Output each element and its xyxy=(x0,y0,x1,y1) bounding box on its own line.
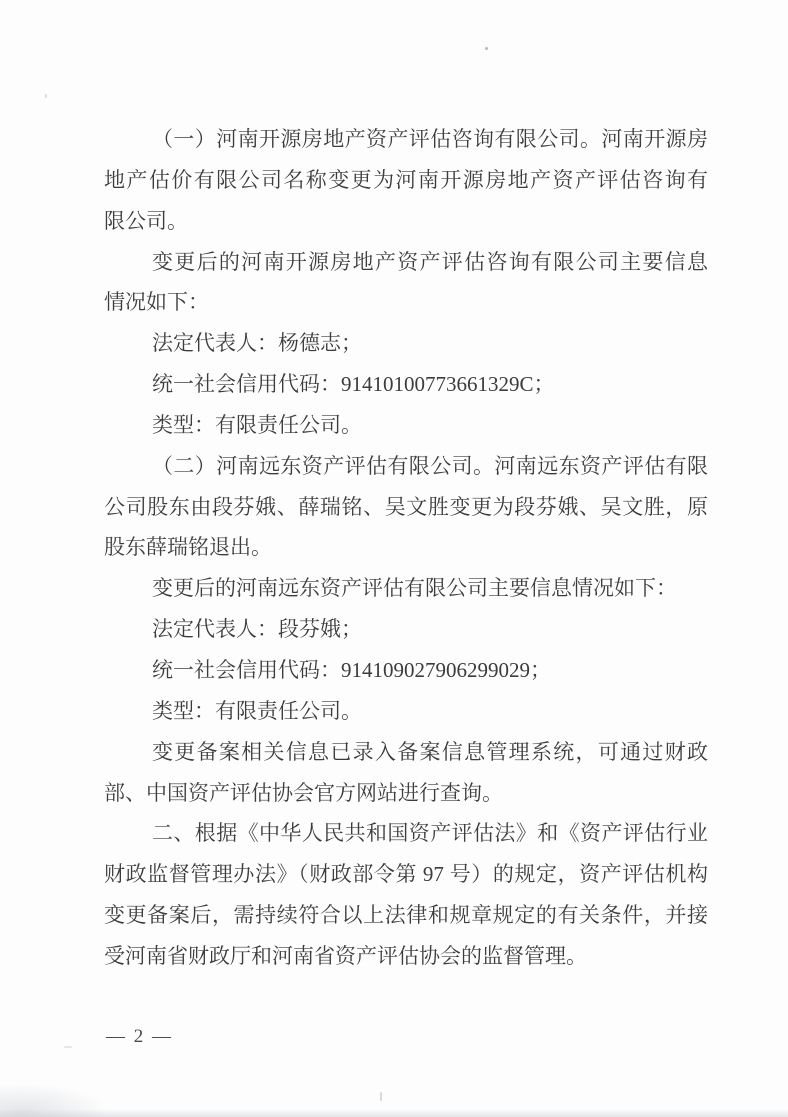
text-line: 变更备案相关信息已录入备案信息管理系统，可通过财政 xyxy=(152,739,708,764)
text-line: 财政监督管理办法》（财政部令第 97 号）的规定，资产评估机构 xyxy=(104,862,708,887)
scan-edge-shadow xyxy=(0,1109,788,1117)
text-line: 变更备案后，需持续符合以上法律和规章规定的有关条件，并接 xyxy=(104,903,708,928)
text-line: 统一社会信用代码：91410100773661329C； xyxy=(152,372,555,397)
scan-artifact xyxy=(64,1046,72,1048)
scan-artifact xyxy=(380,1092,382,1101)
text-line: 变更后的河南开源房地产资产评估咨询有限公司主要信息 xyxy=(152,249,708,274)
text-line: 部、中国资产评估协会官方网站进行查询。 xyxy=(104,780,503,805)
text-line: 情况如下： xyxy=(104,290,209,315)
page-number: — 2 — xyxy=(106,1026,173,1047)
text-line: 类型：有限责任公司。 xyxy=(152,412,362,437)
text-line: 受河南省财政厅和河南省资产评估协会的监督管理。 xyxy=(104,943,587,968)
text-line: （二）河南远东资产评估有限公司。河南远东资产评估有限 xyxy=(152,453,708,478)
text-line: 地产估价有限公司名称变更为河南开源房地产资产评估咨询有 xyxy=(104,167,708,192)
text-line: 公司股东由段芬娥、薛瑞铭、吴文胜变更为段芬娥、吴文胜，原 xyxy=(104,494,708,519)
text-line: 限公司。 xyxy=(104,208,188,233)
document-body xyxy=(104,119,708,977)
text-line: 法定代表人：杨德志； xyxy=(152,331,362,356)
text-line: 变更后的河南远东资产评估有限公司主要信息情况如下： xyxy=(152,576,677,601)
scan-artifact xyxy=(45,94,47,98)
text-line: 类型：有限责任公司。 xyxy=(152,698,362,723)
text-line: 统一社会信用代码：914109027906299029； xyxy=(152,657,551,682)
scan-artifact xyxy=(485,47,488,50)
text-line: 法定代表人：段芬娥； xyxy=(152,617,362,642)
text-line: 二、根据《中华人民共和国资产评估法》和《资产评估行业 xyxy=(152,821,708,846)
text-line: 股东薛瑞铭退出。 xyxy=(104,535,272,560)
text-line: （一）河南开源房地产资产评估咨询有限公司。河南开源房 xyxy=(152,127,708,151)
